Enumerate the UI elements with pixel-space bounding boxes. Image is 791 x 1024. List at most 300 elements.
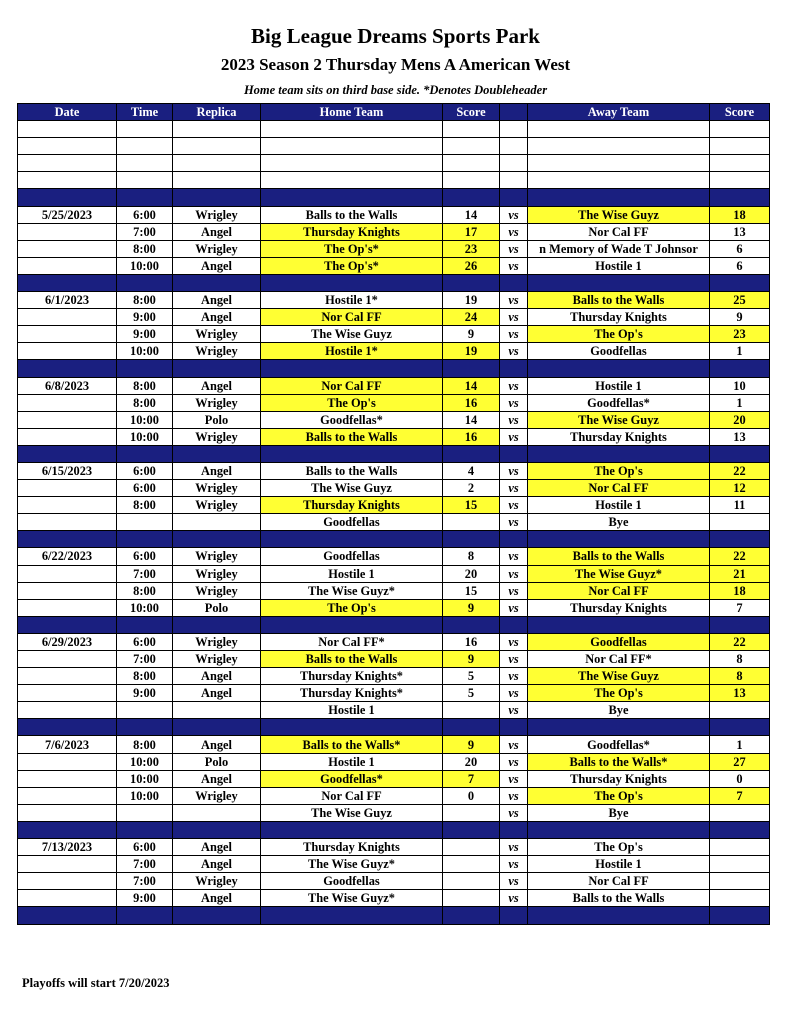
home-score: 16: [443, 394, 500, 411]
week-separator-row: [18, 616, 770, 633]
away-team: Goodfellas: [528, 633, 710, 650]
game-date: 6/8/2023: [18, 377, 117, 394]
game-field: Angel: [173, 462, 261, 479]
separator-cell: [117, 445, 173, 462]
home-score: 8: [443, 548, 500, 565]
game-date: [18, 343, 117, 360]
vs-label: vs: [500, 736, 528, 753]
away-team: Thursday Knights: [528, 309, 710, 326]
game-date: [18, 394, 117, 411]
game-time: 8:00: [117, 394, 173, 411]
away-team: The Wise Guyz*: [528, 565, 710, 582]
col-home-team: Home Team: [261, 104, 443, 121]
blank-cell: [528, 121, 710, 138]
home-team: Hostile 1: [261, 565, 443, 582]
game-date: [18, 787, 117, 804]
game-time: 6:00: [117, 633, 173, 650]
blank-cell: [500, 155, 528, 172]
table-row: [18, 856, 770, 873]
game-field: Polo: [173, 599, 261, 616]
separator-cell: [443, 907, 500, 924]
blank-cell: [443, 172, 500, 189]
blank-cell: [117, 138, 173, 155]
separator-cell: [18, 907, 117, 924]
game-field: Wrigley: [173, 651, 261, 668]
blank-row: [18, 172, 770, 189]
vs-label: vs: [500, 240, 528, 257]
separator-cell: [18, 274, 117, 291]
week-separator-row: [18, 531, 770, 548]
vs-label: vs: [500, 804, 528, 821]
separator-cell: [173, 821, 261, 838]
away-score: [710, 702, 770, 719]
table-row: [18, 890, 770, 907]
game-field: Wrigley: [173, 497, 261, 514]
game-time: 9:00: [117, 309, 173, 326]
separator-cell: [117, 821, 173, 838]
home-score: 2: [443, 480, 500, 497]
home-team: Thursday Knights: [261, 223, 443, 240]
home-score: 9: [443, 651, 500, 668]
home-score: 23: [443, 240, 500, 257]
game-field: Wrigley: [173, 787, 261, 804]
home-score: 17: [443, 223, 500, 240]
game-date: [18, 599, 117, 616]
away-score: 1: [710, 736, 770, 753]
separator-cell: [173, 719, 261, 736]
game-field: Angel: [173, 890, 261, 907]
game-date: [18, 309, 117, 326]
game-time: 6:00: [117, 839, 173, 856]
game-time: 10:00: [117, 257, 173, 274]
away-score: 0: [710, 770, 770, 787]
table-row: [18, 599, 770, 616]
separator-cell: [173, 531, 261, 548]
vs-label: vs: [500, 856, 528, 873]
separator-cell: [18, 531, 117, 548]
game-time: [117, 804, 173, 821]
game-time: 8:00: [117, 668, 173, 685]
blank-cell: [528, 138, 710, 155]
game-time: 10:00: [117, 343, 173, 360]
away-team: The Wise Guyz: [528, 411, 710, 428]
away-score: 13: [710, 223, 770, 240]
separator-cell: [500, 719, 528, 736]
game-date: [18, 514, 117, 531]
separator-cell: [261, 360, 443, 377]
game-date: [18, 428, 117, 445]
home-score: 15: [443, 582, 500, 599]
table-row: [18, 309, 770, 326]
away-team: Balls to the Walls: [528, 890, 710, 907]
away-team: Bye: [528, 804, 710, 821]
separator-cell: [710, 821, 770, 838]
separator-cell: [117, 907, 173, 924]
separator-cell: [18, 616, 117, 633]
home-team: The Op's*: [261, 240, 443, 257]
week-separator-row: [18, 821, 770, 838]
home-score: [443, 514, 500, 531]
game-date: [18, 856, 117, 873]
home-team: Goodfellas*: [261, 770, 443, 787]
vs-label: vs: [500, 668, 528, 685]
table-row: [18, 753, 770, 770]
away-team: Balls to the Walls: [528, 548, 710, 565]
vs-label: vs: [500, 890, 528, 907]
home-team: Nor Cal FF: [261, 309, 443, 326]
away-team: Hostile 1: [528, 856, 710, 873]
game-date: [18, 685, 117, 702]
game-time: 10:00: [117, 411, 173, 428]
away-team: The Wise Guyz: [528, 668, 710, 685]
away-team: Hostile 1: [528, 377, 710, 394]
game-field: [173, 804, 261, 821]
game-date: 7/6/2023: [18, 736, 117, 753]
game-date: [18, 411, 117, 428]
blank-cell: [261, 172, 443, 189]
separator-cell: [261, 189, 443, 206]
game-date: [18, 873, 117, 890]
game-time: [117, 702, 173, 719]
game-field: Polo: [173, 411, 261, 428]
game-time: 6:00: [117, 548, 173, 565]
away-team: Thursday Knights: [528, 428, 710, 445]
home-team: Balls to the Walls*: [261, 736, 443, 753]
vs-label: vs: [500, 292, 528, 309]
away-score: [710, 514, 770, 531]
game-date: [18, 326, 117, 343]
separator-cell: [443, 274, 500, 291]
vs-label: vs: [500, 787, 528, 804]
home-score: [443, 804, 500, 821]
away-team: Bye: [528, 702, 710, 719]
away-team: Bye: [528, 514, 710, 531]
home-score: 7: [443, 770, 500, 787]
game-field: Angel: [173, 856, 261, 873]
away-score: 23: [710, 326, 770, 343]
separator-cell: [500, 531, 528, 548]
week-separator-row: [18, 360, 770, 377]
separator-cell: [500, 821, 528, 838]
blank-cell: [18, 155, 117, 172]
separator-cell: [710, 189, 770, 206]
blank-cell: [18, 138, 117, 155]
game-date: [18, 890, 117, 907]
separator-cell: [710, 719, 770, 736]
table-row: [18, 240, 770, 257]
home-team: Nor Cal FF: [261, 377, 443, 394]
game-date: [18, 651, 117, 668]
separator-cell: [261, 531, 443, 548]
vs-label: vs: [500, 651, 528, 668]
table-row: [18, 326, 770, 343]
home-score: 20: [443, 565, 500, 582]
page-note: Home team sits on third base side. *Denotes Doubleheader: [243, 83, 548, 97]
blank-cell: [528, 172, 710, 189]
away-team: Nor Cal FF: [528, 480, 710, 497]
vs-label: vs: [500, 514, 528, 531]
table-row: [18, 206, 770, 223]
away-team: Nor Cal FF*: [528, 651, 710, 668]
home-score: 19: [443, 343, 500, 360]
table-row: [18, 480, 770, 497]
table-row: [18, 497, 770, 514]
game-time: 10:00: [117, 599, 173, 616]
game-date: [18, 480, 117, 497]
week-separator-row: [18, 274, 770, 291]
game-date: 5/25/2023: [18, 206, 117, 223]
separator-cell: [261, 274, 443, 291]
blank-cell: [443, 121, 500, 138]
game-time: 8:00: [117, 240, 173, 257]
week-separator-row: [18, 445, 770, 462]
home-score: 14: [443, 411, 500, 428]
game-field: Wrigley: [173, 394, 261, 411]
header-row: [18, 104, 770, 121]
separator-cell: [500, 360, 528, 377]
game-field: Wrigley: [173, 582, 261, 599]
separator-cell: [443, 531, 500, 548]
away-team: Goodfellas*: [528, 736, 710, 753]
week-separator-row: [18, 907, 770, 924]
separator-cell: [18, 189, 117, 206]
game-time: 7:00: [117, 223, 173, 240]
table-row: [18, 787, 770, 804]
home-score: [443, 856, 500, 873]
vs-label: vs: [500, 223, 528, 240]
col-time: Time: [117, 104, 173, 121]
home-team: Balls to the Walls: [261, 428, 443, 445]
home-team: Balls to the Walls: [261, 206, 443, 223]
away-score: 22: [710, 462, 770, 479]
away-score: 22: [710, 633, 770, 650]
game-field: Wrigley: [173, 548, 261, 565]
away-score: 8: [710, 651, 770, 668]
vs-label: vs: [500, 497, 528, 514]
home-score: 5: [443, 668, 500, 685]
away-score: 11: [710, 497, 770, 514]
separator-cell: [710, 907, 770, 924]
blank-cell: [710, 121, 770, 138]
page-subtitle: 2023 Season 2 Thursday Mens A American West: [220, 55, 571, 74]
game-time: 7:00: [117, 856, 173, 873]
game-time: 7:00: [117, 873, 173, 890]
table-row: [18, 565, 770, 582]
vs-label: vs: [500, 565, 528, 582]
separator-cell: [18, 719, 117, 736]
away-score: 1: [710, 394, 770, 411]
away-team: Nor Cal FF: [528, 223, 710, 240]
table-row: [18, 685, 770, 702]
separator-cell: [261, 616, 443, 633]
away-team: Balls to the Walls: [528, 292, 710, 309]
game-date: 6/22/2023: [18, 548, 117, 565]
home-team: Thursday Knights*: [261, 685, 443, 702]
game-date: [18, 770, 117, 787]
separator-cell: [500, 189, 528, 206]
separator-cell: [173, 189, 261, 206]
separator-cell: [261, 719, 443, 736]
game-field: Wrigley: [173, 206, 261, 223]
home-team: Nor Cal FF*: [261, 633, 443, 650]
blank-cell: [500, 138, 528, 155]
separator-cell: [443, 719, 500, 736]
col-home-score: Score: [443, 104, 500, 121]
away-score: 10: [710, 377, 770, 394]
separator-cell: [443, 821, 500, 838]
away-score: 6: [710, 240, 770, 257]
separator-cell: [261, 445, 443, 462]
vs-label: vs: [500, 309, 528, 326]
away-team: Thursday Knights: [528, 770, 710, 787]
away-score: 25: [710, 292, 770, 309]
table-row: [18, 462, 770, 479]
game-field: Wrigley: [173, 326, 261, 343]
away-team: The Op's: [528, 326, 710, 343]
separator-cell: [528, 445, 710, 462]
away-team: The Op's: [528, 787, 710, 804]
table-row: [18, 292, 770, 309]
week-separator-row: [18, 719, 770, 736]
col-away-team: Away Team: [528, 104, 710, 121]
game-time: 6:00: [117, 206, 173, 223]
col-replica: Replica: [173, 104, 261, 121]
game-time: 7:00: [117, 651, 173, 668]
blank-cell: [710, 172, 770, 189]
away-team: Thursday Knights: [528, 599, 710, 616]
away-score: 27: [710, 753, 770, 770]
vs-label: vs: [500, 480, 528, 497]
game-time: [117, 514, 173, 531]
away-score: [710, 839, 770, 856]
away-score: 20: [710, 411, 770, 428]
away-team: Nor Cal FF: [528, 873, 710, 890]
separator-cell: [18, 360, 117, 377]
separator-cell: [18, 445, 117, 462]
separator-cell: [528, 821, 710, 838]
game-time: 8:00: [117, 497, 173, 514]
separator-cell: [117, 360, 173, 377]
blank-cell: [173, 138, 261, 155]
table-row: [18, 651, 770, 668]
home-score: 24: [443, 309, 500, 326]
away-score: [710, 856, 770, 873]
game-time: 6:00: [117, 462, 173, 479]
game-date: [18, 565, 117, 582]
game-date: 6/15/2023: [18, 462, 117, 479]
separator-cell: [710, 616, 770, 633]
away-score: 7: [710, 599, 770, 616]
game-time: 8:00: [117, 736, 173, 753]
blank-cell: [117, 155, 173, 172]
home-team: The Wise Guyz: [261, 480, 443, 497]
vs-label: vs: [500, 548, 528, 565]
game-field: Wrigley: [173, 873, 261, 890]
separator-cell: [443, 445, 500, 462]
away-score: 6: [710, 257, 770, 274]
game-time: 8:00: [117, 582, 173, 599]
away-score: 18: [710, 206, 770, 223]
home-score: 19: [443, 292, 500, 309]
vs-label: vs: [500, 839, 528, 856]
home-team: The Op's: [261, 599, 443, 616]
separator-cell: [261, 907, 443, 924]
table-row: [18, 377, 770, 394]
home-team: Balls to the Walls: [261, 462, 443, 479]
vs-label: vs: [500, 633, 528, 650]
col-away-score: Score: [710, 104, 770, 121]
game-time: 10:00: [117, 428, 173, 445]
vs-label: vs: [500, 206, 528, 223]
home-team: Goodfellas*: [261, 411, 443, 428]
game-field: Wrigley: [173, 428, 261, 445]
blank-row: [18, 138, 770, 155]
vs-label: vs: [500, 770, 528, 787]
separator-cell: [528, 907, 710, 924]
home-team: The Wise Guyz*: [261, 890, 443, 907]
home-score: 14: [443, 377, 500, 394]
separator-cell: [710, 445, 770, 462]
table-row: [18, 343, 770, 360]
game-time: 10:00: [117, 770, 173, 787]
home-team: Thursday Knights: [261, 497, 443, 514]
game-field: Angel: [173, 223, 261, 240]
separator-cell: [500, 907, 528, 924]
blank-row: [18, 155, 770, 172]
vs-label: vs: [500, 599, 528, 616]
game-date: [18, 497, 117, 514]
table-row: [18, 668, 770, 685]
table-row: [18, 548, 770, 565]
vs-label: vs: [500, 343, 528, 360]
separator-cell: [117, 274, 173, 291]
game-date: 6/29/2023: [18, 633, 117, 650]
home-team: Thursday Knights: [261, 839, 443, 856]
separator-cell: [117, 189, 173, 206]
separator-cell: [173, 360, 261, 377]
away-score: 21: [710, 565, 770, 582]
table-row: [18, 223, 770, 240]
away-score: 9: [710, 309, 770, 326]
home-score: [443, 873, 500, 890]
away-team: The Op's: [528, 462, 710, 479]
game-field: Angel: [173, 309, 261, 326]
blank-cell: [443, 155, 500, 172]
vs-label: vs: [500, 377, 528, 394]
game-field: Wrigley: [173, 633, 261, 650]
game-date: [18, 582, 117, 599]
away-team: The Wise Guyz: [528, 206, 710, 223]
blank-cell: [261, 155, 443, 172]
table-row: [18, 839, 770, 856]
game-field: Angel: [173, 685, 261, 702]
home-team: Thursday Knights*: [261, 668, 443, 685]
home-score: 16: [443, 633, 500, 650]
away-score: 7: [710, 787, 770, 804]
blank-row: [18, 121, 770, 138]
game-field: Polo: [173, 753, 261, 770]
vs-label: vs: [500, 394, 528, 411]
separator-cell: [117, 616, 173, 633]
separator-cell: [710, 531, 770, 548]
game-time: 9:00: [117, 890, 173, 907]
home-team: Hostile 1: [261, 702, 443, 719]
game-date: [18, 804, 117, 821]
separator-cell: [528, 719, 710, 736]
separator-cell: [528, 531, 710, 548]
home-team: Nor Cal FF: [261, 787, 443, 804]
game-field: Angel: [173, 257, 261, 274]
